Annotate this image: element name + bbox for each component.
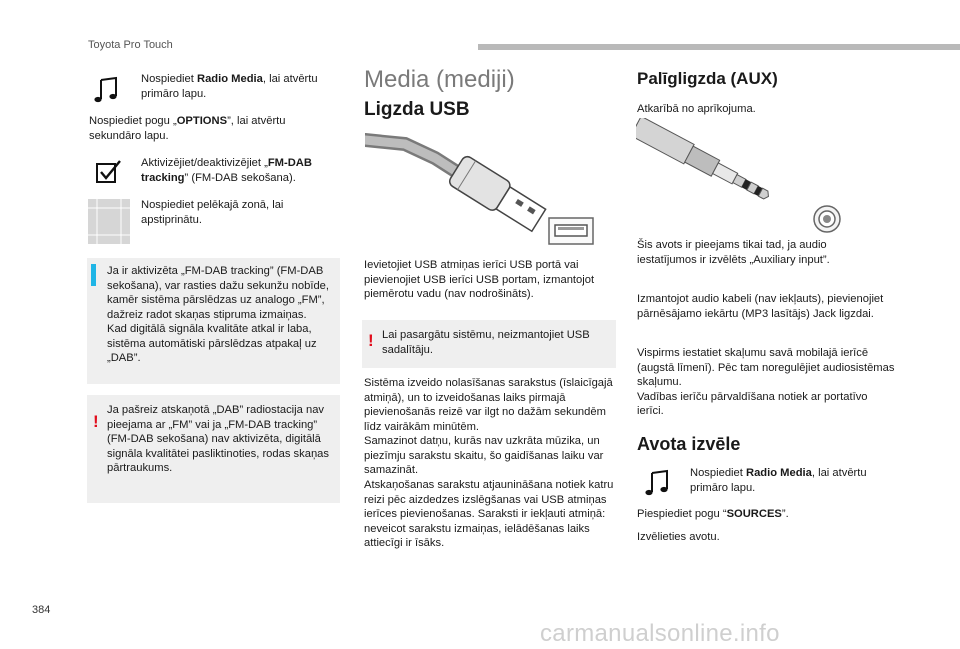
source-radio-media-instruction: Nospiediet Radio Media, lai atvērtu primāro lapu.: [690, 467, 867, 494]
warning-icon: !: [368, 331, 374, 350]
grey-zone-instruction: Nospiediet pelēkajā zonā, lai apstiprinātu.: [141, 199, 284, 226]
choose-source-text: Izvēlieties avotu.: [637, 531, 720, 543]
section-title-media: Media (mediji): [364, 66, 515, 93]
usb-insert-text: Ievietojiet USB atmiņas ierīci USB portā vai pievienojiet USB ierīci USB portam, izmantojot piemērotu vadu (nav nodrošināts).: [364, 259, 595, 301]
header-bar: [478, 44, 960, 50]
warning-box: [87, 395, 340, 503]
options-instruction: Nospiediet pogu „OPTIONS”, lai atvērtu sekundāro lapu.: [89, 115, 286, 142]
dab-instruction: Aktivizējiet/deaktivizējiet „FM-DAB tracking” (FM-DAB sekošana).: [141, 157, 312, 184]
watermark: carmanualsonline.info: [540, 620, 780, 647]
playlist-text: Sistēma izveido nolasīšanas sarakstus (īslaicīgajā atmiņā), un to izveidošanas laiks pirmajā pievienošanās reizē var ilgt no dažām sekundēm līdz vairākām minūtēm. Samazinot datņu, kurās nav uzkrāta mūzika, un piezīmju sarakstu skaitu, šo gaidīšanas laiku var samazināt. Atskaņošanas sarakstu atjaunināšana notiek katru reizi pēc aizdedzes izslēgšanas vai USB atmiņas ierīces pievienošanas. Saraksti ir iekļauti atmiņā: neveicot sarakstu izmaiņas, ielādēšanas laiks attiecīgi ir īsāks.: [364, 377, 614, 550]
info-text: Ja ir aktivizēta „FM-DAB tracking” (FM-DAB sekošana), var rasties dažu sekunžu nobīde, kamēr sistēma pārslēdzas uz analogo „FM”, dažreiz radot skaņas stipruma izmaiņas. Kad digitālā signāla kvalitāte atkal ir laba, sistēma automātiski pārslēdzas atpakaļ uz „DAB”.: [107, 265, 330, 365]
section-title-source: Avota izvēle: [637, 434, 741, 454]
usb-plug-icon: [365, 130, 605, 250]
header-title: Toyota Pro Touch: [88, 39, 173, 51]
aux-cable-text: Izmantojot audio kabeli (nav iekļauts), pievienojiet pārnēsājamo iekārtu (MP3 lasītājs) Jack ligzdai.: [637, 293, 884, 320]
info-icon: [91, 264, 96, 286]
aux-volume-text: Vispirms iestatiet skaļumu savā mobilajā ierīcē (augstā līmenī). Pēc tam noregulējiet audiosistēmas skaļumu. Vadības ierīču pārvaldīšana notiek ar portatīvo ierīci.: [637, 347, 895, 418]
jack-socket-icon: [812, 204, 842, 234]
warning-icon: !: [93, 412, 99, 431]
music-note-icon: [90, 74, 122, 106]
radio-media-instruction: Nospiediet Radio Media, lai atvērtu primāro lapu.: [141, 73, 318, 100]
usb-warning-box: [362, 320, 616, 368]
grey-zone-icon: [88, 199, 130, 244]
section-title-aux: Palīgligzda (AUX): [637, 69, 778, 88]
warning-text: Ja pašreiz atskaņotā „DAB” radiostacija nav pieejama ar „FM” vai ja „FM-DAB tracking” (FM-DAB sekošana) nav aktivizēta, digitālā signāla kvalitātei pasliktinoties, rodas skaņas pārtraukums.: [107, 404, 330, 475]
usb-warning-text: Lai pasargātu sistēmu, neizmantojiet USB sadalītāju.: [382, 329, 590, 356]
info-box: [87, 258, 340, 384]
aux-availability-text: Šis avots ir pieejams tikai tad, ja audio iestatījumos ir izvēlēts „Auxiliary input”.: [637, 239, 830, 266]
music-note-icon: [641, 467, 673, 499]
page-number: 384: [32, 604, 51, 616]
checkbox-checked-icon: [94, 158, 124, 188]
equipment-note: Atkarībā no aprīkojuma.: [637, 103, 756, 115]
section-subtitle-usb: Ligzda USB: [364, 99, 470, 120]
sources-instruction: Piespiediet pogu “SOURCES”.: [637, 508, 789, 520]
